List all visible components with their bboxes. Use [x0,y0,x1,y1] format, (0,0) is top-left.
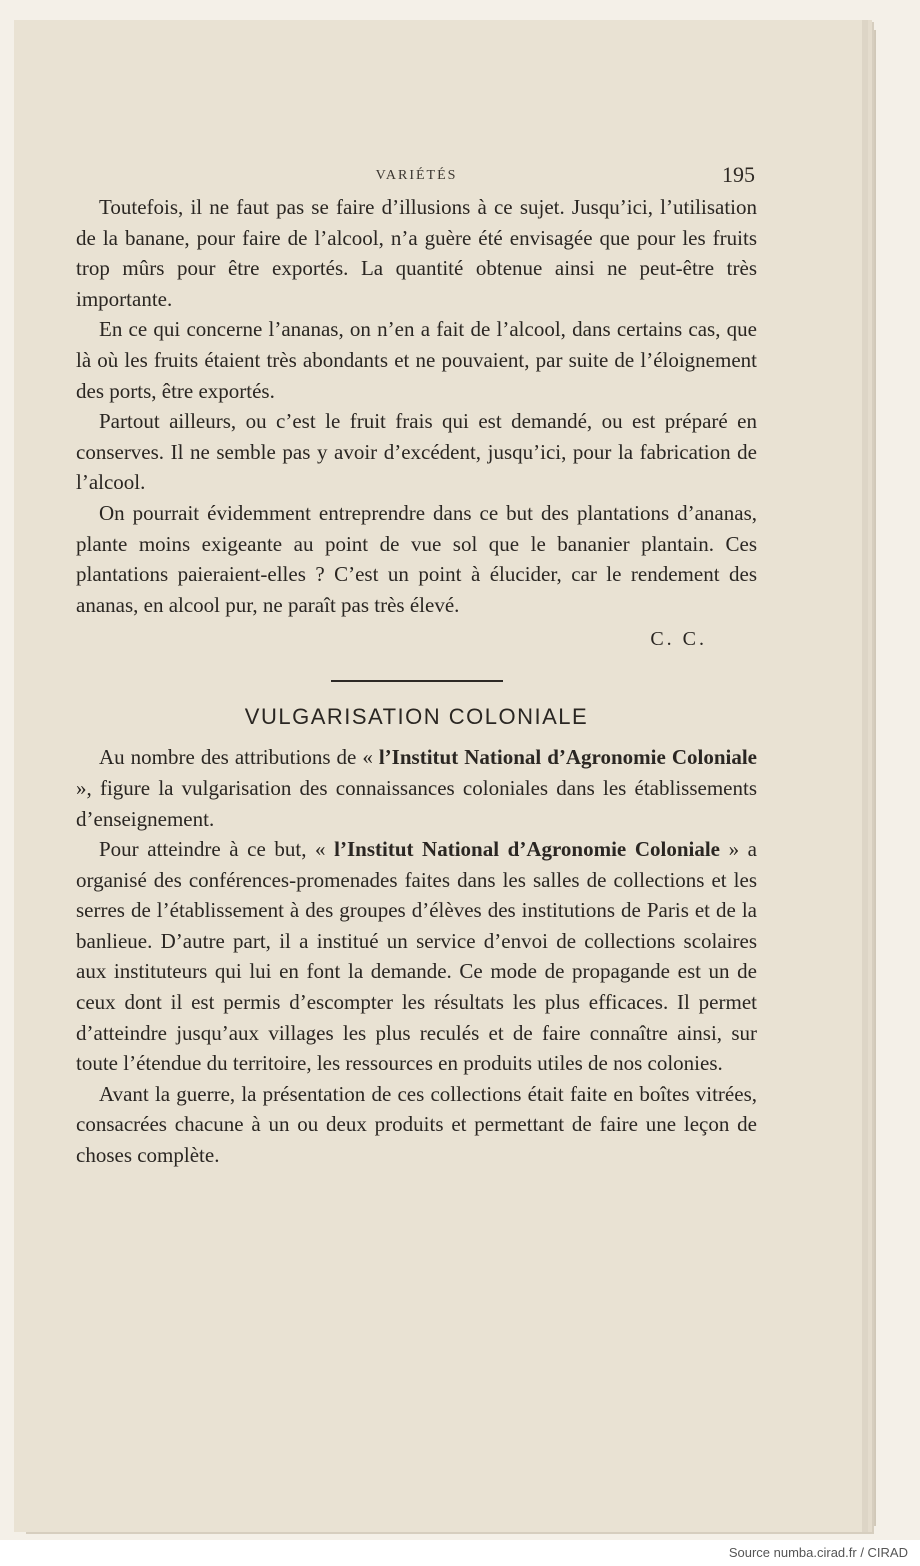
running-title: VARIÉTÉS [375,168,458,183]
paragraph-6-end: » a organisé des conférences-promenades faites dans les salles de collections et les serres de l’établissement à des groupes d’élèves des institutions de Paris et de la banlieue. D’autre part, il a institué un service d’envoi de collections scolaires aux instituteurs qui lui en font la demande. Ce mode de propagande est un de ceux dont il est permis d’escompter les résultats les plus efficaces. Il permet d’atteindre jusqu’aux villages les plus reculés et de faire connaître ainsi, sur toute l’étendue du territoire, les ressources en produits utiles de nos colonies. [76,837,757,1076]
paragraph-4: On pourrait évidemment entreprendre dans ce but des plantations d’ananas, plante moins exigeante au point de vue sol que le bananier plantain. Ces plantations paieraient-elles ? C’est un point à élucider, car le rendement des ananas, en alcool pur, ne paraît pas très élevé. [76,500,757,617]
page-number: 195 [722,162,755,187]
source-credit: Source numba.cirad.fr / CIRAD [728,1545,908,1560]
running-head [76,162,757,192]
paragraph-6-start: Pour atteindre à ce but, « [99,837,335,862]
paragraph-5-end: », figure la vulgarisation des connaissances coloniales dans les établissements d’enseignement. [76,775,757,831]
page-edge [862,30,876,1526]
paragraph-6 [76,834,757,1079]
paragraph-5-start: Au nombre des attributions de « [99,745,379,770]
paragraph-2: En ce qui concerne l’ananas, on n’en a fait de l’alcool, dans certains cas, que là où les fruits étaient très abondants et ne pouvaient, par suite de l’éloignement des ports, être exportés. [76,317,757,403]
institute-name: l’Institut National d’Agronomie Coloniale [334,837,720,862]
institute-name: l’Institut National d’Agronomie Coloniale [378,745,757,770]
page-content [76,162,757,1171]
paragraph-1: Toutefois, il ne faut pas se faire d’illusions à ce sujet. Jusqu’ici, l’utilisation de la banane, pour faire de l’alcool, n’a guère été envisagée que pour les fruits trop mûrs pour être exportés. La quantité obtenue ainsi ne peut-être très importante. [76,195,757,311]
section-divider [331,680,503,682]
paragraph-3: Partout ailleurs, ou c’est le fruit frais qui est demandé, ou est préparé en conserves. Il ne semble pas y avoir d’excédent, jusqu’ici, pour la fabrication de l’alcool. [76,409,757,495]
signature: C. C. [650,628,707,651]
section-title: VULGARISATION COLONIALE [244,704,589,730]
paragraph-5 [76,742,757,834]
paragraph-7: Avant la guerre, la présentation de ces collections était faite en boîtes vitrées, consacrées chacune à un ou deux produits et permettant de faire une leçon de choses complète. [76,1081,757,1168]
